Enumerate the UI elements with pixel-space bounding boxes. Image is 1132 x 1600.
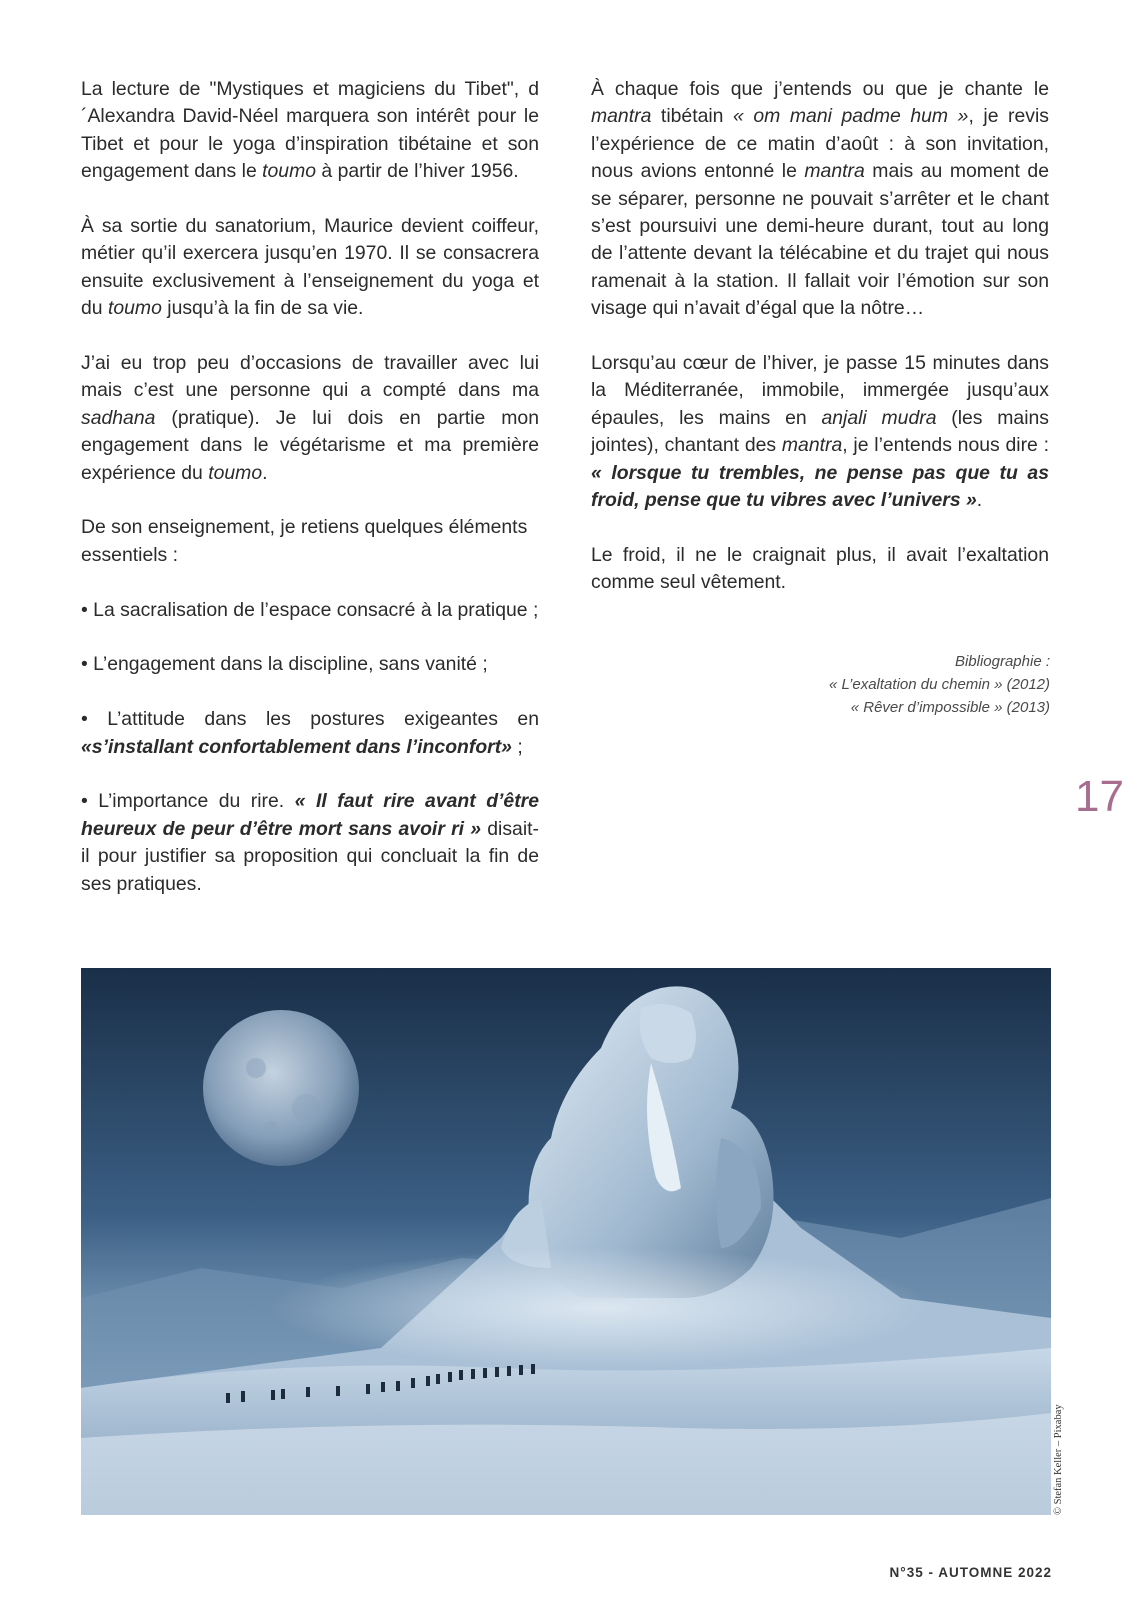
- bibliography-title: Bibliographie :: [954, 653, 1050, 670]
- paragraph: Lorsqu’au cœur de l’hiver, je passe 15 minutes dans la Méditerranée, immobile, immergée jusqu’aux épaules, les mains en anjali mudra (les mains jointes), chantant des mantra, je l’entends nous dire : « lorsque tu trembles, ne pense pas que tu as froid, pense que tu vibres avec l’univers ».: [591, 352, 1049, 512]
- page-number: 17: [1075, 772, 1124, 821]
- paragraph: J’ai eu trop peu d’occasions de travailler avec lui mais c’est une personne qui a compté dans ma sadhana (pratique). Je lui dois en partie mon engagement dans le végétarisme et ma première expérience du toumo.: [81, 352, 539, 484]
- right-column: [591, 76, 1049, 624]
- moon-icon: [203, 1010, 359, 1166]
- bibliography-item: « Rêver d’impossible » (2013): [850, 699, 1050, 716]
- left-column: [81, 76, 539, 925]
- list-item: • L’attitude dans les postures exigeantes en «s’installant confortablement dans l’inconfort» ;: [81, 708, 539, 758]
- issue-footer: N°35 - AUTOMNE 2022: [889, 1565, 1052, 1580]
- bibliography: [829, 650, 1050, 719]
- illustration-svg: [81, 968, 1051, 1515]
- paragraph: Le froid, il ne le craignait plus, il avait l’exaltation comme seul vêtement.: [591, 543, 1049, 594]
- list-item: • La sacralisation de l’espace consacré à la pratique ;: [81, 598, 539, 621]
- list-intro: De son enseignement, je retiens quelques éléments essentiels :: [81, 516, 528, 566]
- image-credit: © Stefan Keller – Pixabay: [1053, 1404, 1064, 1515]
- bibliography-item: « L’exaltation du chemin » (2012): [829, 676, 1050, 693]
- teachings-list: [81, 514, 539, 898]
- list-item: • L’engagement dans la discipline, sans vanité ;: [81, 653, 488, 676]
- paragraph: À sa sortie du sanatorium, Maurice devient coiffeur, métier qu’il exercera jusqu’en 1970. Il se consacrera ensuite exclusivement à l’enseignement du yoga et du toumo jusqu’à la fin de sa vie.: [81, 215, 539, 320]
- list-item: • L’importance du rire. « Il faut rire avant d’être heureux de peur d’être mort sans avoir ri » disait-il pour justifier sa proposition qui concluait la fin de ses pratiques.: [81, 790, 539, 895]
- paragraph: La lecture de "Mystiques et magiciens du Tibet", d´Alexandra David-Néel marquera son intérêt pour le Tibet et pour le yoga d’inspiration tibétaine et son engagement dans le toumo à partir de l’hiver 1956.: [81, 78, 539, 183]
- illustration: [81, 968, 1051, 1515]
- paragraph: À chaque fois que j’entends ou que je chante le mantra tibétain « om mani padme hum », je revis l’expérience de ce matin d’août : à son invitation, nous avions entonné le mantra mais au moment de se séparer, personne ne pouvait s’arrêter et le chant s’est poursuivi une demi-heure durant, tout au long de l’attente devant la télécabine et du trajet qui nous ramenait à la station. Il fallait voir l’émotion sur son visage qui n’avait d’égal que la nôtre…: [591, 78, 1049, 320]
